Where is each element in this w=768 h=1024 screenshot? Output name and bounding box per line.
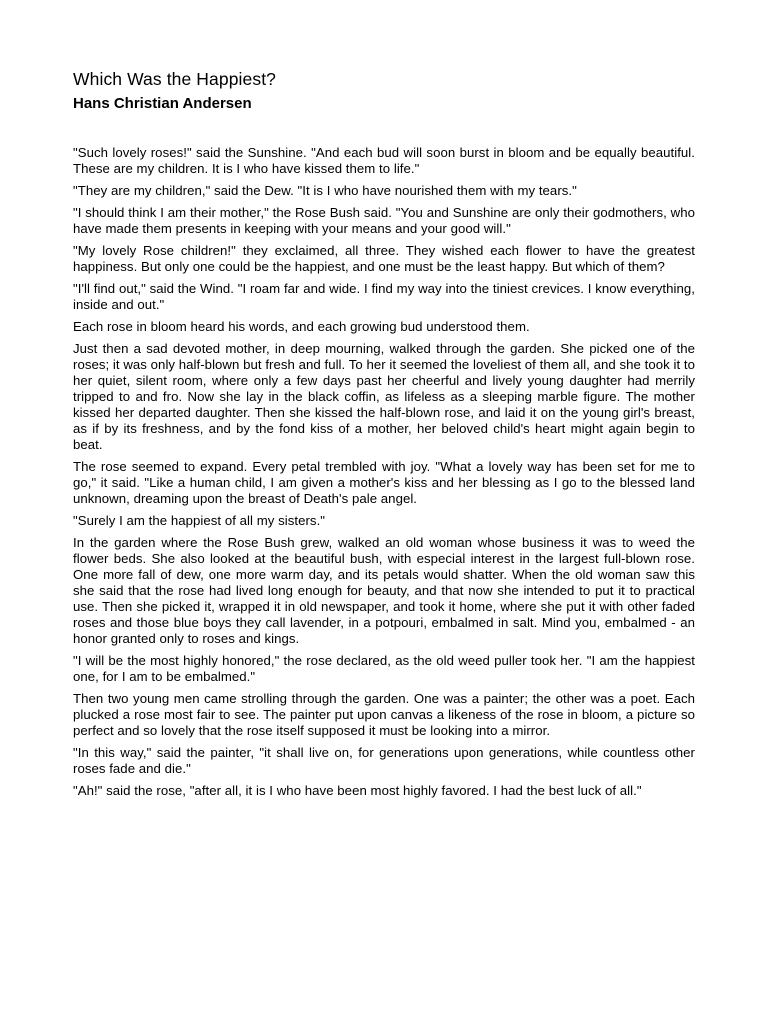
paragraph: "My lovely Rose children!" they exclaimed, all three. They wished each flower to have the greatest happiness. But only one could be the happiest, and one must be the least happy. But which of them? — [73, 243, 695, 274]
story-body — [73, 145, 695, 799]
paragraph: In the garden where the Rose Bush grew, walked an old woman whose business it was to weed the flower beds. She also looked at the beautiful bush, with especial interest in the largest full-blown rose. One more fall of dew, one more warm day, and its petals would shatter. When the old woman saw this she said that the rose had lived long enough for beauty, and that now she intended to put it to practical use. Then she picked it, wrapped it in old newspaper, and took it home, where she put it with other faded roses and those blue boys they call lavender, in a potpouri, embalmed in salt. Mind you, embalmed - an honor granted only to roses and kings. — [73, 535, 695, 646]
paragraph: The rose seemed to expand. Every petal trembled with joy. "What a lovely way has been set for me to go," it said. "Like a human child, I am given a mother's kiss and her blessing as I go to the blessed land unknown, dreaming upon the breast of Death's pale angel. — [73, 459, 695, 506]
document-page — [73, 66, 695, 805]
paragraph: "Such lovely roses!" said the Sunshine. "And each bud will soon burst in bloom and be equally beautiful. These are my children. It is I who have kissed them to life." — [73, 145, 695, 176]
document-title: Which Was the Happiest? — [73, 69, 276, 89]
paragraph: "They are my children," said the Dew. "It is I who have nourished them with my tears." — [73, 183, 577, 198]
paragraph: "I'll find out," said the Wind. "I roam far and wide. I find my way into the tiniest crevices. I know everything, inside and out." — [73, 281, 695, 312]
paragraph: "Surely I am the happiest of all my sisters." — [73, 513, 326, 528]
paragraph: Just then a sad devoted mother, in deep mourning, walked through the garden. She picked one of the roses; it was only half-blown but fresh and full. To her it seemed the loveliest of them all, and she took it to her quiet, silent room, where only a few days past her cheerful and lively young daughter had merrily tripped to and fro. Now she lay in the black coffin, as lifeless as a sleeping marble figure. The mother kissed her departed daughter. Then she kissed the half-blown rose, and laid it on the young girl's breast, as if by its freshness, and by the fond kiss of a mother, her beloved child's heart might again begin to beat. — [73, 341, 695, 452]
paragraph: "Ah!" said the rose, "after all, it is I who have been most highly favored. I had the best luck of all." — [73, 783, 642, 798]
paragraph: "I will be the most highly honored," the rose declared, as the old weed puller took her. "I am the happiest one, for I am to be embalmed." — [73, 653, 695, 684]
paragraph: "I should think I am their mother," the Rose Bush said. "You and Sunshine are only their godmothers, who have made them presents in keeping with your means and your good will." — [73, 205, 695, 236]
paragraph: "In this way," said the painter, "it shall live on, for generations upon generations, while countless other roses fade and die." — [73, 745, 695, 776]
paragraph: Then two young men came strolling through the garden. One was a painter; the other was a poet. Each plucked a rose most fair to see. The painter put upon canvas a likeness of the rose in bloom, a picture so perfect and so lovely that the rose itself supposed it must be looking into a mirror. — [73, 691, 695, 738]
paragraph: Each rose in bloom heard his words, and each growing bud understood them. — [73, 319, 530, 334]
document-author: Hans Christian Andersen — [73, 95, 252, 112]
